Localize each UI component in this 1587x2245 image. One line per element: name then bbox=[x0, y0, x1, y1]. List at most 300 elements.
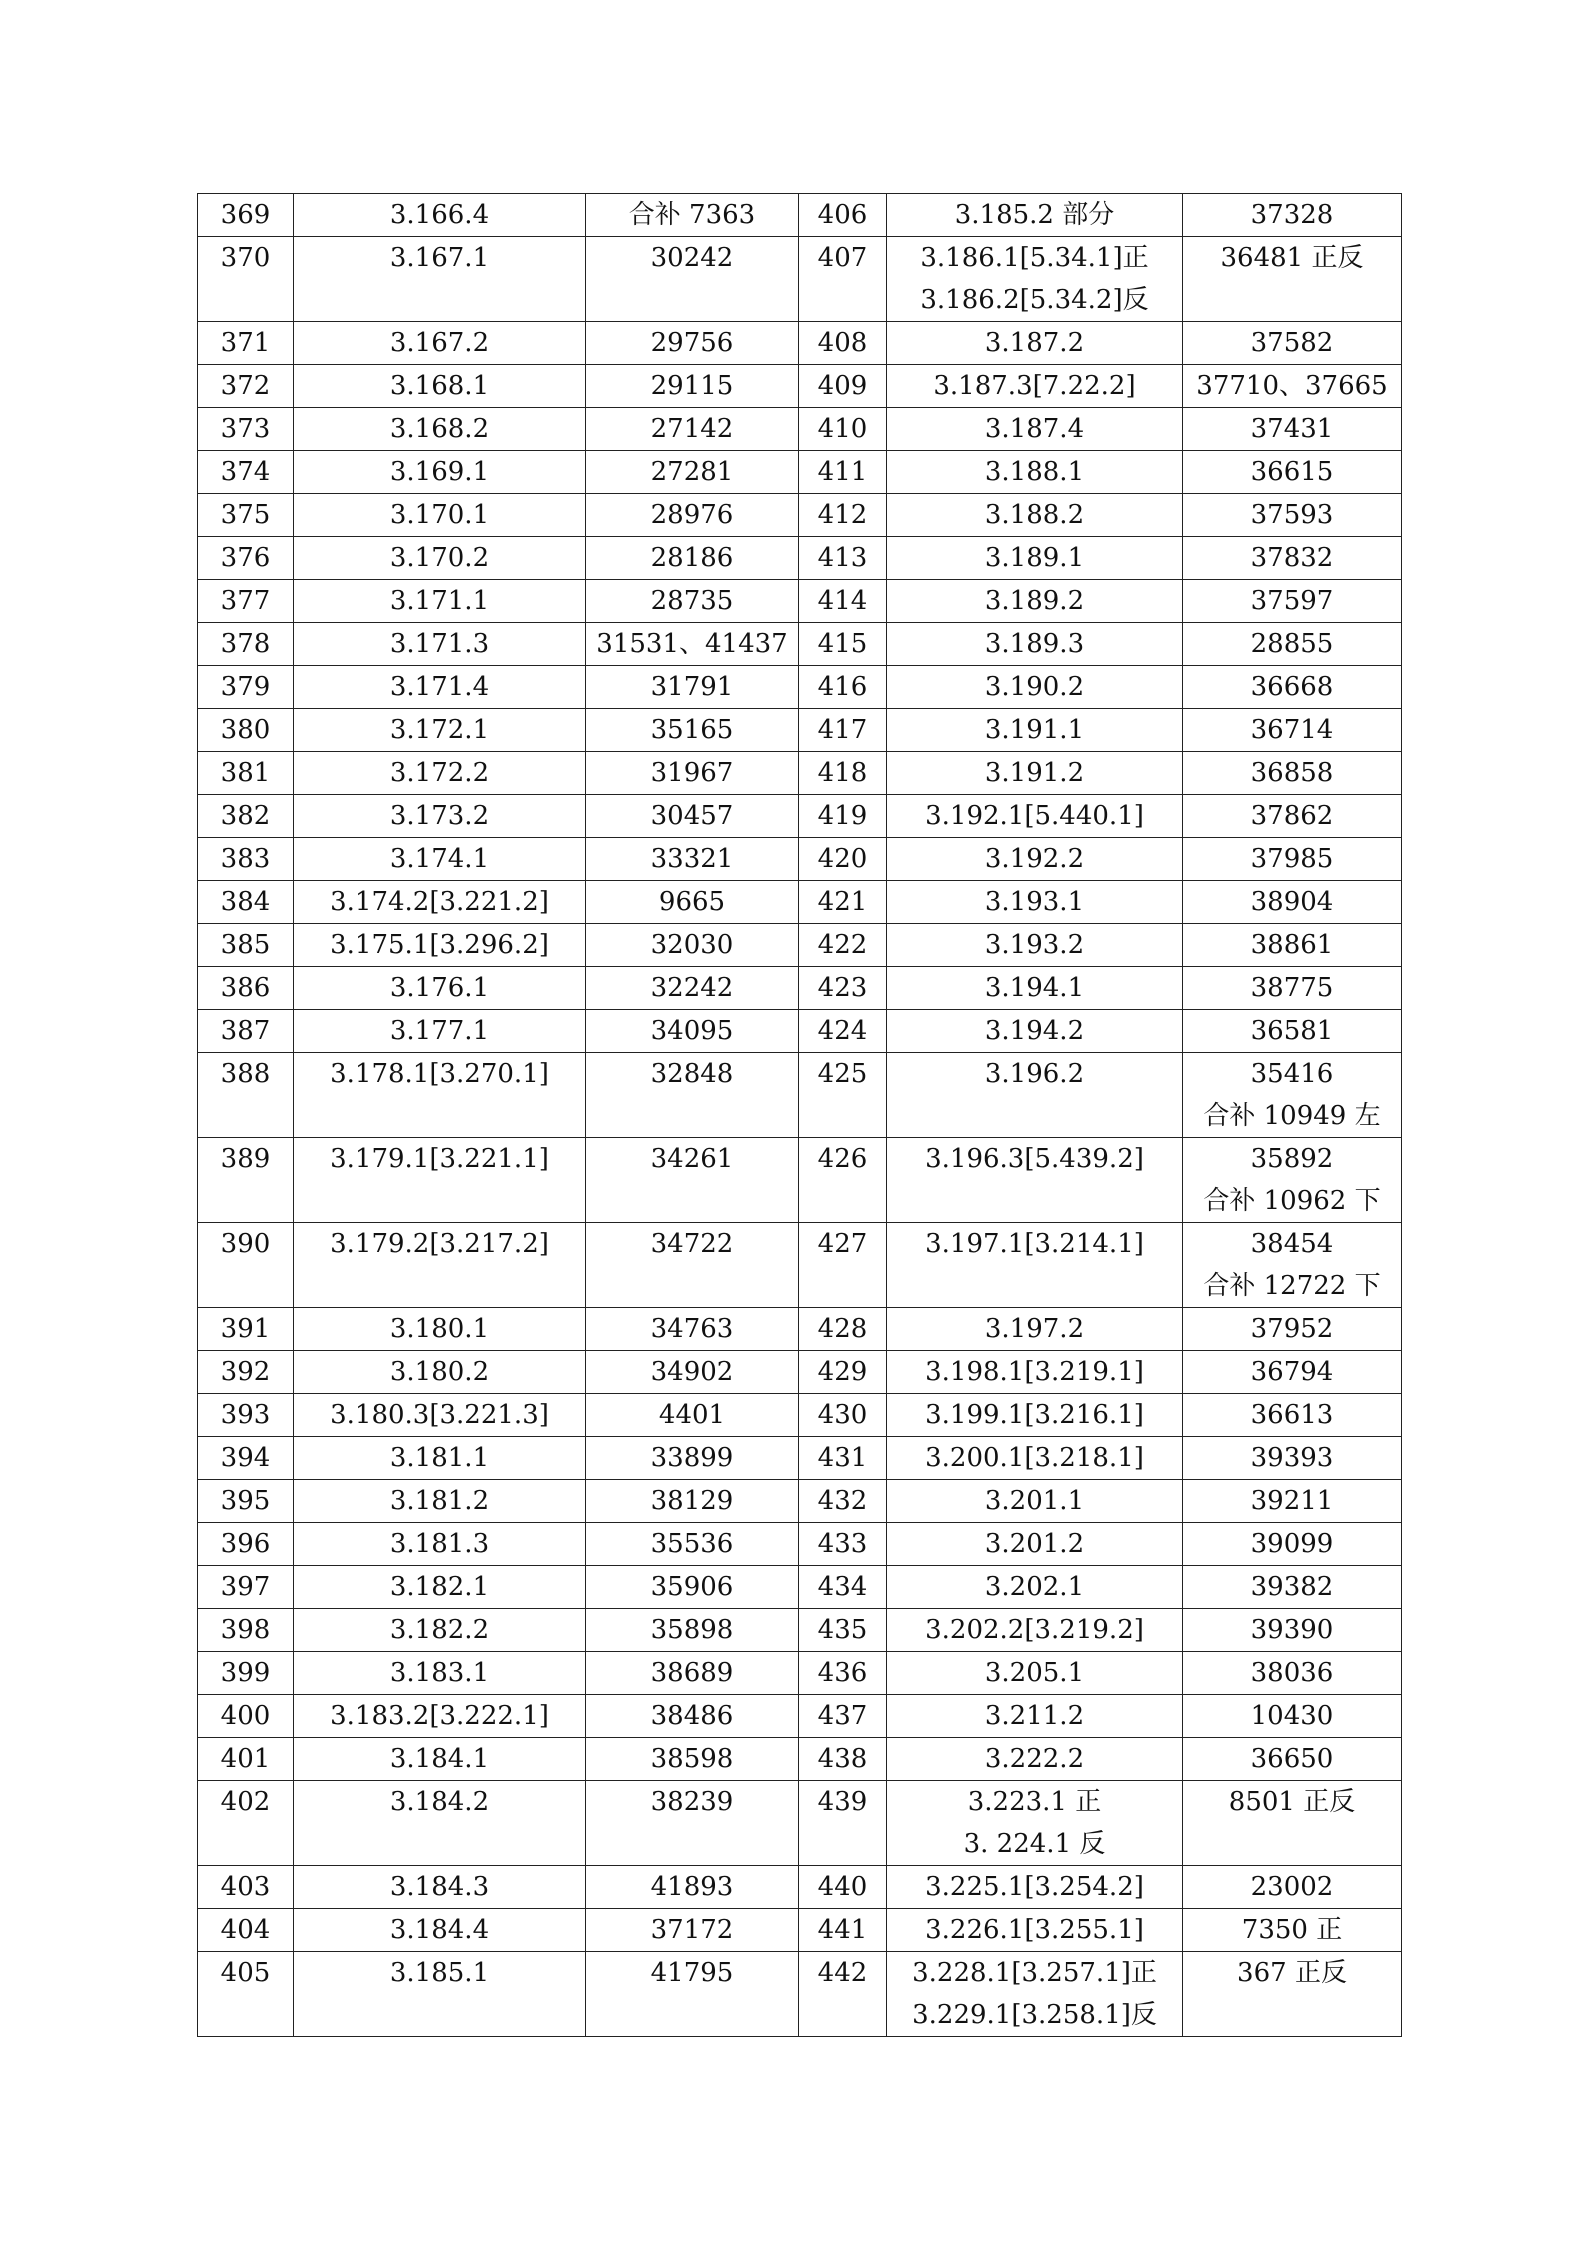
right-catalog-cell bbox=[1183, 709, 1402, 752]
cell-line: 3.211.2 bbox=[984, 1701, 1085, 1731]
cell-line: 3.187.4 bbox=[984, 414, 1085, 444]
table-row bbox=[198, 1394, 1402, 1437]
right-reference-cell bbox=[887, 1866, 1183, 1909]
cell-line: 27142 bbox=[650, 414, 734, 444]
right-number-cell: 408 bbox=[799, 322, 887, 365]
table-row bbox=[198, 1566, 1402, 1609]
left-reference-cell bbox=[294, 1781, 586, 1866]
table-body bbox=[198, 194, 1402, 2037]
cell-line: 3.178.1[3.270.1] bbox=[330, 1059, 549, 1089]
cell-line: 3.182.1 bbox=[389, 1572, 490, 1602]
left-catalog-cell bbox=[586, 795, 799, 838]
left-catalog-cell bbox=[586, 666, 799, 709]
left-number-cell: 379 bbox=[198, 666, 294, 709]
cell-line: 38036 bbox=[1250, 1658, 1334, 1688]
right-catalog-cell bbox=[1183, 666, 1402, 709]
left-reference-cell bbox=[294, 838, 586, 881]
left-number-cell: 388 bbox=[198, 1053, 294, 1138]
cell-line: 3.172.2 bbox=[389, 758, 490, 788]
right-catalog-cell bbox=[1183, 322, 1402, 365]
left-number-cell: 384 bbox=[198, 881, 294, 924]
right-reference-cell bbox=[887, 451, 1183, 494]
cell-line: 合补 10949 左 bbox=[1203, 1101, 1381, 1131]
cell-line: 36615 bbox=[1250, 457, 1334, 487]
cell-line: 3.205.1 bbox=[984, 1658, 1085, 1688]
left-reference-cell bbox=[294, 1138, 586, 1223]
table-row bbox=[198, 1351, 1402, 1394]
cell-line: 3.226.1[3.255.1] bbox=[925, 1915, 1144, 1945]
cell-line: 34902 bbox=[650, 1357, 734, 1387]
cell-line: 36794 bbox=[1250, 1357, 1334, 1387]
cell-line: 3.229.1[3.258.1]反 bbox=[912, 2000, 1157, 2030]
left-reference-cell bbox=[294, 1566, 586, 1609]
cell-line: 35898 bbox=[650, 1615, 734, 1645]
cell-line: 3.192.1[5.440.1] bbox=[925, 801, 1144, 831]
cell-line: 3.185.1 bbox=[389, 1958, 490, 1988]
cell-line: 3.170.2 bbox=[389, 543, 490, 573]
left-reference-cell bbox=[294, 451, 586, 494]
right-reference-cell bbox=[887, 237, 1183, 322]
cell-line: 36613 bbox=[1250, 1400, 1334, 1430]
right-reference-cell bbox=[887, 1053, 1183, 1138]
table-row bbox=[198, 1308, 1402, 1351]
right-number-cell: 421 bbox=[799, 881, 887, 924]
right-number-cell: 412 bbox=[799, 494, 887, 537]
table-row bbox=[198, 967, 1402, 1010]
cell-line: 3.225.1[3.254.2] bbox=[925, 1872, 1144, 1902]
right-catalog-cell bbox=[1183, 1738, 1402, 1781]
cell-line: 3.186.1[5.34.1]正 bbox=[920, 243, 1149, 273]
cell-line: 37172 bbox=[650, 1915, 734, 1945]
cell-line: 38486 bbox=[650, 1701, 734, 1731]
cell-line: 3.193.2 bbox=[984, 930, 1085, 960]
left-catalog-cell bbox=[586, 1738, 799, 1781]
cell-line: 39211 bbox=[1250, 1486, 1334, 1516]
cell-line: 3.189.2 bbox=[984, 586, 1085, 616]
table-row bbox=[198, 451, 1402, 494]
right-reference-cell bbox=[887, 666, 1183, 709]
left-number-cell: 371 bbox=[198, 322, 294, 365]
cell-line: 3.176.1 bbox=[389, 973, 490, 1003]
table-row bbox=[198, 1053, 1402, 1138]
cell-line: 3.196.2 bbox=[984, 1059, 1085, 1089]
cell-line: 31967 bbox=[650, 758, 734, 788]
cell-line: 34763 bbox=[650, 1314, 734, 1344]
cell-line: 10430 bbox=[1250, 1701, 1334, 1731]
table-row bbox=[198, 795, 1402, 838]
right-number-cell: 430 bbox=[799, 1394, 887, 1437]
right-catalog-cell bbox=[1183, 365, 1402, 408]
left-reference-cell bbox=[294, 580, 586, 623]
table-row bbox=[198, 1695, 1402, 1738]
right-catalog-cell bbox=[1183, 451, 1402, 494]
right-catalog-cell bbox=[1183, 752, 1402, 795]
left-number-cell: 376 bbox=[198, 537, 294, 580]
table-row bbox=[198, 237, 1402, 322]
cell-line: 367 正反 bbox=[1237, 1958, 1347, 1988]
left-catalog-cell bbox=[586, 194, 799, 237]
left-catalog-cell bbox=[586, 322, 799, 365]
left-catalog-cell bbox=[586, 1223, 799, 1308]
left-reference-cell bbox=[294, 709, 586, 752]
table-row bbox=[198, 1010, 1402, 1053]
cell-line: 3.194.2 bbox=[984, 1016, 1085, 1046]
cell-line: 36581 bbox=[1250, 1016, 1334, 1046]
cell-line: 3.172.1 bbox=[389, 715, 490, 745]
right-reference-cell bbox=[887, 1138, 1183, 1223]
left-catalog-cell bbox=[586, 623, 799, 666]
left-number-cell: 404 bbox=[198, 1909, 294, 1952]
left-catalog-cell bbox=[586, 1652, 799, 1695]
cell-line: 3.194.1 bbox=[984, 973, 1085, 1003]
table-row bbox=[198, 494, 1402, 537]
table-row bbox=[198, 709, 1402, 752]
cell-line: 3.188.2 bbox=[984, 500, 1085, 530]
left-catalog-cell bbox=[586, 1394, 799, 1437]
left-catalog-cell bbox=[586, 237, 799, 322]
cell-line: 33899 bbox=[650, 1443, 734, 1473]
right-reference-cell bbox=[887, 1523, 1183, 1566]
left-catalog-cell bbox=[586, 838, 799, 881]
right-reference-cell bbox=[887, 1652, 1183, 1695]
cell-line: 36650 bbox=[1250, 1744, 1334, 1774]
right-number-cell: 423 bbox=[799, 967, 887, 1010]
cell-line: 39099 bbox=[1250, 1529, 1334, 1559]
cell-line: 36858 bbox=[1250, 758, 1334, 788]
left-number-cell: 369 bbox=[198, 194, 294, 237]
right-number-cell: 426 bbox=[799, 1138, 887, 1223]
cell-line: 3.183.2[3.222.1] bbox=[330, 1701, 549, 1731]
left-catalog-cell bbox=[586, 1695, 799, 1738]
table-row bbox=[198, 623, 1402, 666]
right-number-cell: 434 bbox=[799, 1566, 887, 1609]
left-catalog-cell bbox=[586, 1053, 799, 1138]
cell-line: 3.168.2 bbox=[389, 414, 490, 444]
right-catalog-cell bbox=[1183, 1308, 1402, 1351]
left-reference-cell bbox=[294, 1351, 586, 1394]
left-catalog-cell bbox=[586, 1480, 799, 1523]
cell-line: 28735 bbox=[650, 586, 734, 616]
cell-line: 3. 224.1 反 bbox=[963, 1829, 1106, 1859]
cell-line: 3.171.3 bbox=[389, 629, 490, 659]
cell-line: 37328 bbox=[1250, 200, 1334, 230]
cell-line: 9665 bbox=[658, 887, 726, 917]
cell-line: 3.202.1 bbox=[984, 1572, 1085, 1602]
right-number-cell: 416 bbox=[799, 666, 887, 709]
left-catalog-cell bbox=[586, 365, 799, 408]
cell-line: 37431 bbox=[1250, 414, 1334, 444]
cell-line: 38775 bbox=[1250, 973, 1334, 1003]
right-catalog-cell bbox=[1183, 1394, 1402, 1437]
right-number-cell: 410 bbox=[799, 408, 887, 451]
left-number-cell: 375 bbox=[198, 494, 294, 537]
left-reference-cell bbox=[294, 1394, 586, 1437]
right-catalog-cell bbox=[1183, 1053, 1402, 1138]
cell-line: 3.180.1 bbox=[389, 1314, 490, 1344]
left-catalog-cell bbox=[586, 1138, 799, 1223]
left-reference-cell bbox=[294, 666, 586, 709]
cell-line: 3.191.1 bbox=[984, 715, 1085, 745]
left-reference-cell bbox=[294, 1010, 586, 1053]
left-number-cell: 405 bbox=[198, 1952, 294, 2037]
cell-line: 3.185.2 部分 bbox=[954, 200, 1115, 230]
cell-line: 28976 bbox=[650, 500, 734, 530]
right-number-cell: 431 bbox=[799, 1437, 887, 1480]
right-reference-cell bbox=[887, 1566, 1183, 1609]
right-catalog-cell bbox=[1183, 408, 1402, 451]
cell-line: 39382 bbox=[1250, 1572, 1334, 1602]
left-number-cell: 389 bbox=[198, 1138, 294, 1223]
cell-line: 35165 bbox=[650, 715, 734, 745]
right-reference-cell bbox=[887, 194, 1183, 237]
left-number-cell: 392 bbox=[198, 1351, 294, 1394]
right-number-cell: 440 bbox=[799, 1866, 887, 1909]
cell-line: 3.174.1 bbox=[389, 844, 490, 874]
table-row bbox=[198, 365, 1402, 408]
cell-line: 29756 bbox=[650, 328, 734, 358]
left-reference-cell bbox=[294, 1523, 586, 1566]
right-number-cell: 406 bbox=[799, 194, 887, 237]
left-number-cell: 391 bbox=[198, 1308, 294, 1351]
table-row bbox=[198, 1138, 1402, 1223]
table-row bbox=[198, 1480, 1402, 1523]
right-catalog-cell bbox=[1183, 967, 1402, 1010]
right-reference-cell bbox=[887, 1609, 1183, 1652]
left-catalog-cell bbox=[586, 881, 799, 924]
right-number-cell: 438 bbox=[799, 1738, 887, 1781]
right-catalog-cell bbox=[1183, 1223, 1402, 1308]
cell-line: 3.228.1[3.257.1]正 bbox=[912, 1958, 1157, 1988]
left-number-cell: 385 bbox=[198, 924, 294, 967]
right-reference-cell bbox=[887, 795, 1183, 838]
left-reference-cell bbox=[294, 752, 586, 795]
cell-line: 3.181.1 bbox=[389, 1443, 490, 1473]
right-reference-cell bbox=[887, 580, 1183, 623]
right-number-cell: 420 bbox=[799, 838, 887, 881]
left-catalog-cell bbox=[586, 1437, 799, 1480]
cell-line: 3.179.1[3.221.1] bbox=[330, 1144, 549, 1174]
right-reference-cell bbox=[887, 1480, 1183, 1523]
cell-line: 38861 bbox=[1250, 930, 1334, 960]
right-reference-cell bbox=[887, 924, 1183, 967]
cell-line: 37710、37665 bbox=[1196, 371, 1388, 401]
cell-line: 27281 bbox=[650, 457, 734, 487]
cell-line: 3.174.2[3.221.2] bbox=[330, 887, 549, 917]
right-catalog-cell bbox=[1183, 1866, 1402, 1909]
cell-line: 合补 7363 bbox=[628, 200, 756, 230]
cell-line: 3.223.1 正 bbox=[967, 1787, 1102, 1817]
cell-line: 8501 正反 bbox=[1228, 1787, 1356, 1817]
left-catalog-cell bbox=[586, 1609, 799, 1652]
right-reference-cell bbox=[887, 967, 1183, 1010]
left-catalog-cell bbox=[586, 1351, 799, 1394]
right-number-cell: 442 bbox=[799, 1952, 887, 2037]
left-number-cell: 383 bbox=[198, 838, 294, 881]
cell-line: 34095 bbox=[650, 1016, 734, 1046]
right-number-cell: 407 bbox=[799, 237, 887, 322]
left-catalog-cell bbox=[586, 752, 799, 795]
cell-line: 3.175.1[3.296.2] bbox=[330, 930, 549, 960]
cell-line: 37985 bbox=[1250, 844, 1334, 874]
table-row bbox=[198, 1952, 1402, 2037]
left-number-cell: 396 bbox=[198, 1523, 294, 1566]
left-reference-cell bbox=[294, 365, 586, 408]
right-number-cell: 425 bbox=[799, 1053, 887, 1138]
cell-line: 3.196.3[5.439.2] bbox=[925, 1144, 1144, 1174]
right-number-cell: 409 bbox=[799, 365, 887, 408]
right-number-cell: 415 bbox=[799, 623, 887, 666]
right-reference-cell bbox=[887, 1695, 1183, 1738]
cell-line: 34722 bbox=[650, 1229, 734, 1259]
left-reference-cell bbox=[294, 1952, 586, 2037]
left-reference-cell bbox=[294, 1480, 586, 1523]
left-number-cell: 370 bbox=[198, 237, 294, 322]
cell-line: 35536 bbox=[650, 1529, 734, 1559]
right-catalog-cell bbox=[1183, 1480, 1402, 1523]
cell-line: 3.180.3[3.221.3] bbox=[330, 1400, 549, 1430]
right-catalog-cell bbox=[1183, 494, 1402, 537]
cell-line: 37952 bbox=[1250, 1314, 1334, 1344]
right-number-cell: 414 bbox=[799, 580, 887, 623]
left-reference-cell bbox=[294, 1437, 586, 1480]
right-catalog-cell bbox=[1183, 1523, 1402, 1566]
left-catalog-cell bbox=[586, 1909, 799, 1952]
right-catalog-cell bbox=[1183, 1010, 1402, 1053]
left-reference-cell bbox=[294, 795, 586, 838]
right-reference-cell bbox=[887, 365, 1183, 408]
table-row bbox=[198, 1866, 1402, 1909]
cell-line: 3.184.1 bbox=[389, 1744, 490, 1774]
right-reference-cell bbox=[887, 1223, 1183, 1308]
left-reference-cell bbox=[294, 1053, 586, 1138]
cell-line: 3.171.1 bbox=[389, 586, 490, 616]
cell-line: 3.192.2 bbox=[984, 844, 1085, 874]
right-number-cell: 433 bbox=[799, 1523, 887, 1566]
right-reference-cell bbox=[887, 1952, 1183, 2037]
right-number-cell: 427 bbox=[799, 1223, 887, 1308]
left-catalog-cell bbox=[586, 1523, 799, 1566]
cell-line: 3.198.1[3.219.1] bbox=[925, 1357, 1144, 1387]
left-number-cell: 401 bbox=[198, 1738, 294, 1781]
table-row bbox=[198, 322, 1402, 365]
cell-line: 3.197.2 bbox=[984, 1314, 1085, 1344]
left-number-cell: 403 bbox=[198, 1866, 294, 1909]
table-row bbox=[198, 1223, 1402, 1308]
left-reference-cell bbox=[294, 623, 586, 666]
cell-line: 3.190.2 bbox=[984, 672, 1085, 702]
cell-line: 3.167.2 bbox=[389, 328, 490, 358]
cell-line: 3.167.1 bbox=[389, 243, 490, 273]
cell-line: 3.188.1 bbox=[984, 457, 1085, 487]
cell-line: 37862 bbox=[1250, 801, 1334, 831]
cell-line: 38239 bbox=[650, 1787, 734, 1817]
cell-line: 合补 10962 下 bbox=[1203, 1186, 1381, 1216]
left-reference-cell bbox=[294, 1308, 586, 1351]
left-reference-cell bbox=[294, 1609, 586, 1652]
right-number-cell: 424 bbox=[799, 1010, 887, 1053]
left-reference-cell bbox=[294, 537, 586, 580]
cell-line: 3.202.2[3.219.2] bbox=[925, 1615, 1144, 1645]
left-reference-cell bbox=[294, 408, 586, 451]
table-row bbox=[198, 1738, 1402, 1781]
left-catalog-cell bbox=[586, 580, 799, 623]
right-catalog-cell bbox=[1183, 1781, 1402, 1866]
right-catalog-cell bbox=[1183, 237, 1402, 322]
cell-line: 3.180.2 bbox=[389, 1357, 490, 1387]
left-reference-cell bbox=[294, 1695, 586, 1738]
right-number-cell: 428 bbox=[799, 1308, 887, 1351]
right-reference-cell bbox=[887, 1308, 1183, 1351]
left-catalog-cell bbox=[586, 1010, 799, 1053]
right-number-cell: 436 bbox=[799, 1652, 887, 1695]
cell-line: 3.183.1 bbox=[389, 1658, 490, 1688]
right-number-cell: 441 bbox=[799, 1909, 887, 1952]
right-reference-cell bbox=[887, 494, 1183, 537]
table-row bbox=[198, 194, 1402, 237]
right-number-cell: 417 bbox=[799, 709, 887, 752]
table-row bbox=[198, 838, 1402, 881]
left-number-cell: 390 bbox=[198, 1223, 294, 1308]
cell-line: 35892 bbox=[1250, 1144, 1334, 1174]
left-catalog-cell bbox=[586, 1866, 799, 1909]
right-catalog-cell bbox=[1183, 1609, 1402, 1652]
cell-line: 34261 bbox=[650, 1144, 734, 1174]
cell-line: 36714 bbox=[1250, 715, 1334, 745]
left-number-cell: 382 bbox=[198, 795, 294, 838]
table-row bbox=[198, 1781, 1402, 1866]
right-reference-cell bbox=[887, 709, 1183, 752]
right-reference-cell bbox=[887, 1909, 1183, 1952]
left-number-cell: 387 bbox=[198, 1010, 294, 1053]
cell-line: 3.187.2 bbox=[984, 328, 1085, 358]
cell-line: 3.184.4 bbox=[389, 1915, 490, 1945]
cell-line: 3.170.1 bbox=[389, 500, 490, 530]
cell-line: 38689 bbox=[650, 1658, 734, 1688]
right-reference-cell bbox=[887, 1738, 1183, 1781]
cell-line: 3.189.3 bbox=[984, 629, 1085, 659]
right-number-cell: 419 bbox=[799, 795, 887, 838]
left-reference-cell bbox=[294, 1223, 586, 1308]
cell-line: 3.171.4 bbox=[389, 672, 490, 702]
cell-line: 32242 bbox=[650, 973, 734, 1003]
right-number-cell: 429 bbox=[799, 1351, 887, 1394]
cell-line: 39393 bbox=[1250, 1443, 1334, 1473]
right-catalog-cell bbox=[1183, 580, 1402, 623]
left-number-cell: 378 bbox=[198, 623, 294, 666]
cell-line: 28186 bbox=[650, 543, 734, 573]
left-reference-cell bbox=[294, 1652, 586, 1695]
cell-line: 3.169.1 bbox=[389, 457, 490, 487]
left-number-cell: 374 bbox=[198, 451, 294, 494]
cell-line: 37597 bbox=[1250, 586, 1334, 616]
left-reference-cell bbox=[294, 881, 586, 924]
cell-line: 31531、41437 bbox=[596, 629, 788, 659]
cell-line: 3.179.2[3.217.2] bbox=[330, 1229, 549, 1259]
right-number-cell: 435 bbox=[799, 1609, 887, 1652]
table-row bbox=[198, 1909, 1402, 1952]
left-number-cell: 399 bbox=[198, 1652, 294, 1695]
cell-line: 3.186.2[5.34.2]反 bbox=[920, 285, 1149, 315]
table-row bbox=[198, 580, 1402, 623]
left-catalog-cell bbox=[586, 537, 799, 580]
cell-line: 35416 bbox=[1250, 1059, 1334, 1089]
right-catalog-cell bbox=[1183, 537, 1402, 580]
left-number-cell: 394 bbox=[198, 1437, 294, 1480]
cell-line: 3.222.2 bbox=[984, 1744, 1085, 1774]
right-number-cell: 411 bbox=[799, 451, 887, 494]
cell-line: 3.184.3 bbox=[389, 1872, 490, 1902]
cell-line: 3.182.2 bbox=[389, 1615, 490, 1645]
